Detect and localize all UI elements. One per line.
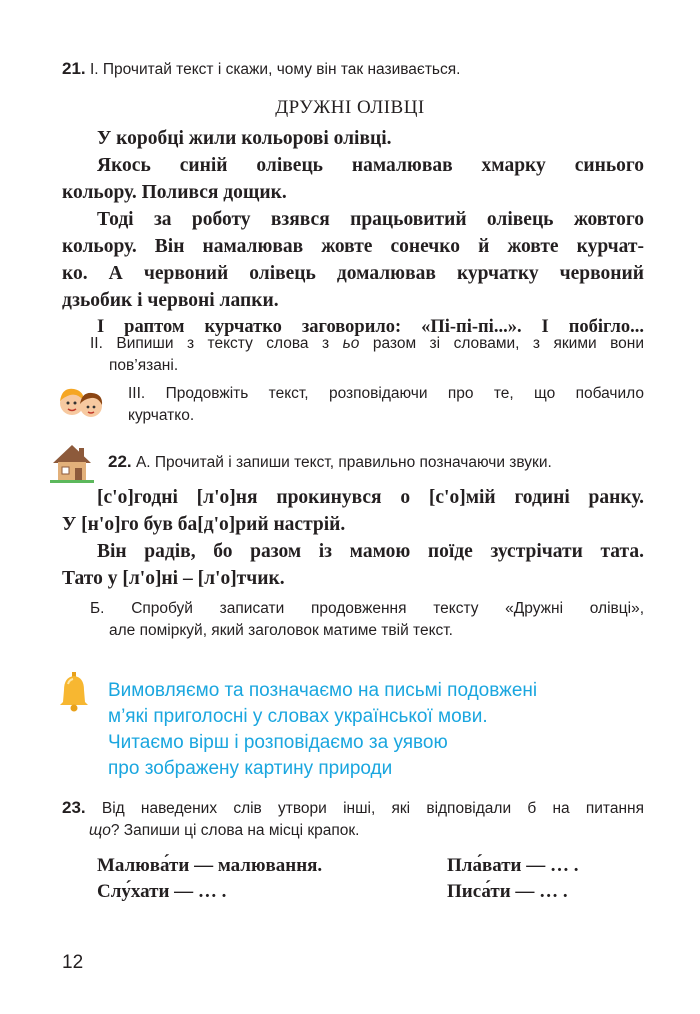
story-line: кольору. Полився дощик.: [62, 182, 287, 203]
part3-line1: ІІІ. Продовжіть текст, розповідаючи про те, що побачило: [128, 385, 644, 402]
word-pair: Писа́ти — … .: [447, 881, 568, 902]
story-line: ко. А червоний олівець домалював курчатку червоний: [62, 263, 644, 284]
rule-line: Читаємо вірш і розповідаємо за уявою: [108, 732, 448, 753]
word-list-left: [97, 853, 322, 905]
partB-line2: але поміркуй, який заголовок матиме твій текст.: [109, 622, 453, 639]
house-icon: [50, 443, 94, 483]
part3-line2: курчатко.: [128, 407, 195, 424]
story-line: У коробці жили кольорові олівці.: [97, 128, 392, 149]
part2-italic: ьо: [342, 335, 360, 352]
story-line: Тоді за роботу взявся працьовитий олівець жовтого: [97, 209, 644, 230]
phonetic-line: Тато у [л'о]ні – [л'о]тчик.: [62, 568, 285, 589]
phonetic-line: Він радів, бо разом із мамою поїде зустрічати тата.: [97, 541, 644, 562]
story-title: ДРУЖНІ ОЛІВЦІ: [275, 97, 425, 118]
word-list-right: [447, 853, 579, 905]
task-21-part-3: [128, 383, 644, 427]
task-21-header: [62, 58, 460, 81]
word-pair: Пла́вати — … .: [447, 855, 579, 876]
rule-line: про зображену картину природи: [108, 758, 393, 779]
children-icon: [58, 383, 104, 419]
word-pair: Малюва́ти — малювання.: [97, 855, 323, 876]
part2-line2: пов’язані.: [109, 357, 179, 374]
story-text: [62, 125, 644, 341]
rule-line: Вимовляємо та позначаємо на письмі подовжені: [108, 680, 538, 701]
task-22-part-b: [90, 598, 644, 642]
question-word: що: [89, 822, 111, 839]
rule-line: м’які приголосні у словах української мови.: [108, 706, 488, 727]
task-21-part-2: [90, 333, 644, 377]
story-line: Якось синій олівець намалював хмарку синього: [97, 155, 644, 176]
partB-line1: Б. Спробуй записати продовження тексту «Дружні олівці»,: [90, 600, 644, 617]
phonetic-line: [с'о]годні [л'о]ня прокинувся о [с'о]мій годині ранку.: [97, 487, 644, 508]
page-number: 12: [62, 952, 84, 973]
task-instruction: Від наведених слів утвори інші, які відповідали б на питання: [101, 800, 644, 817]
task-number: 22.: [108, 452, 132, 471]
part2-text-end: разом зі словами, з якими вони: [359, 335, 644, 352]
task-instruction: І. Прочитай текст і скажи, чому він так називається.: [89, 61, 461, 78]
task-number: 23.: [62, 798, 86, 817]
story-line: дзьобик і червоні лапки.: [62, 290, 279, 311]
part2-text: ІІ. Випиши з тексту слова з: [90, 335, 343, 352]
phonetic-line: У [н'о]го був ба[д'о]рий настрій.: [62, 514, 346, 535]
task-number: 21.: [62, 59, 86, 78]
bell-icon: [58, 672, 90, 712]
word-pair: Слу́хати — … .: [97, 881, 227, 902]
task-23-header: [62, 797, 644, 842]
task-instruction-rest: ? Запиши ці слова на місці крапок.: [110, 822, 360, 839]
task-22-text: [62, 484, 644, 592]
story-line: І раптом курчатко заговорило: «Пі-пі-пі...». І побігло...: [97, 317, 644, 337]
task-22-header: [108, 451, 552, 474]
story-line: кольору. Він намалював жовте сонечко й жовте курчат-: [62, 236, 644, 257]
rule-box: [108, 678, 537, 782]
task-instruction: А. Прочитай і запиши текст, правильно позначаючи звуки.: [135, 454, 552, 471]
